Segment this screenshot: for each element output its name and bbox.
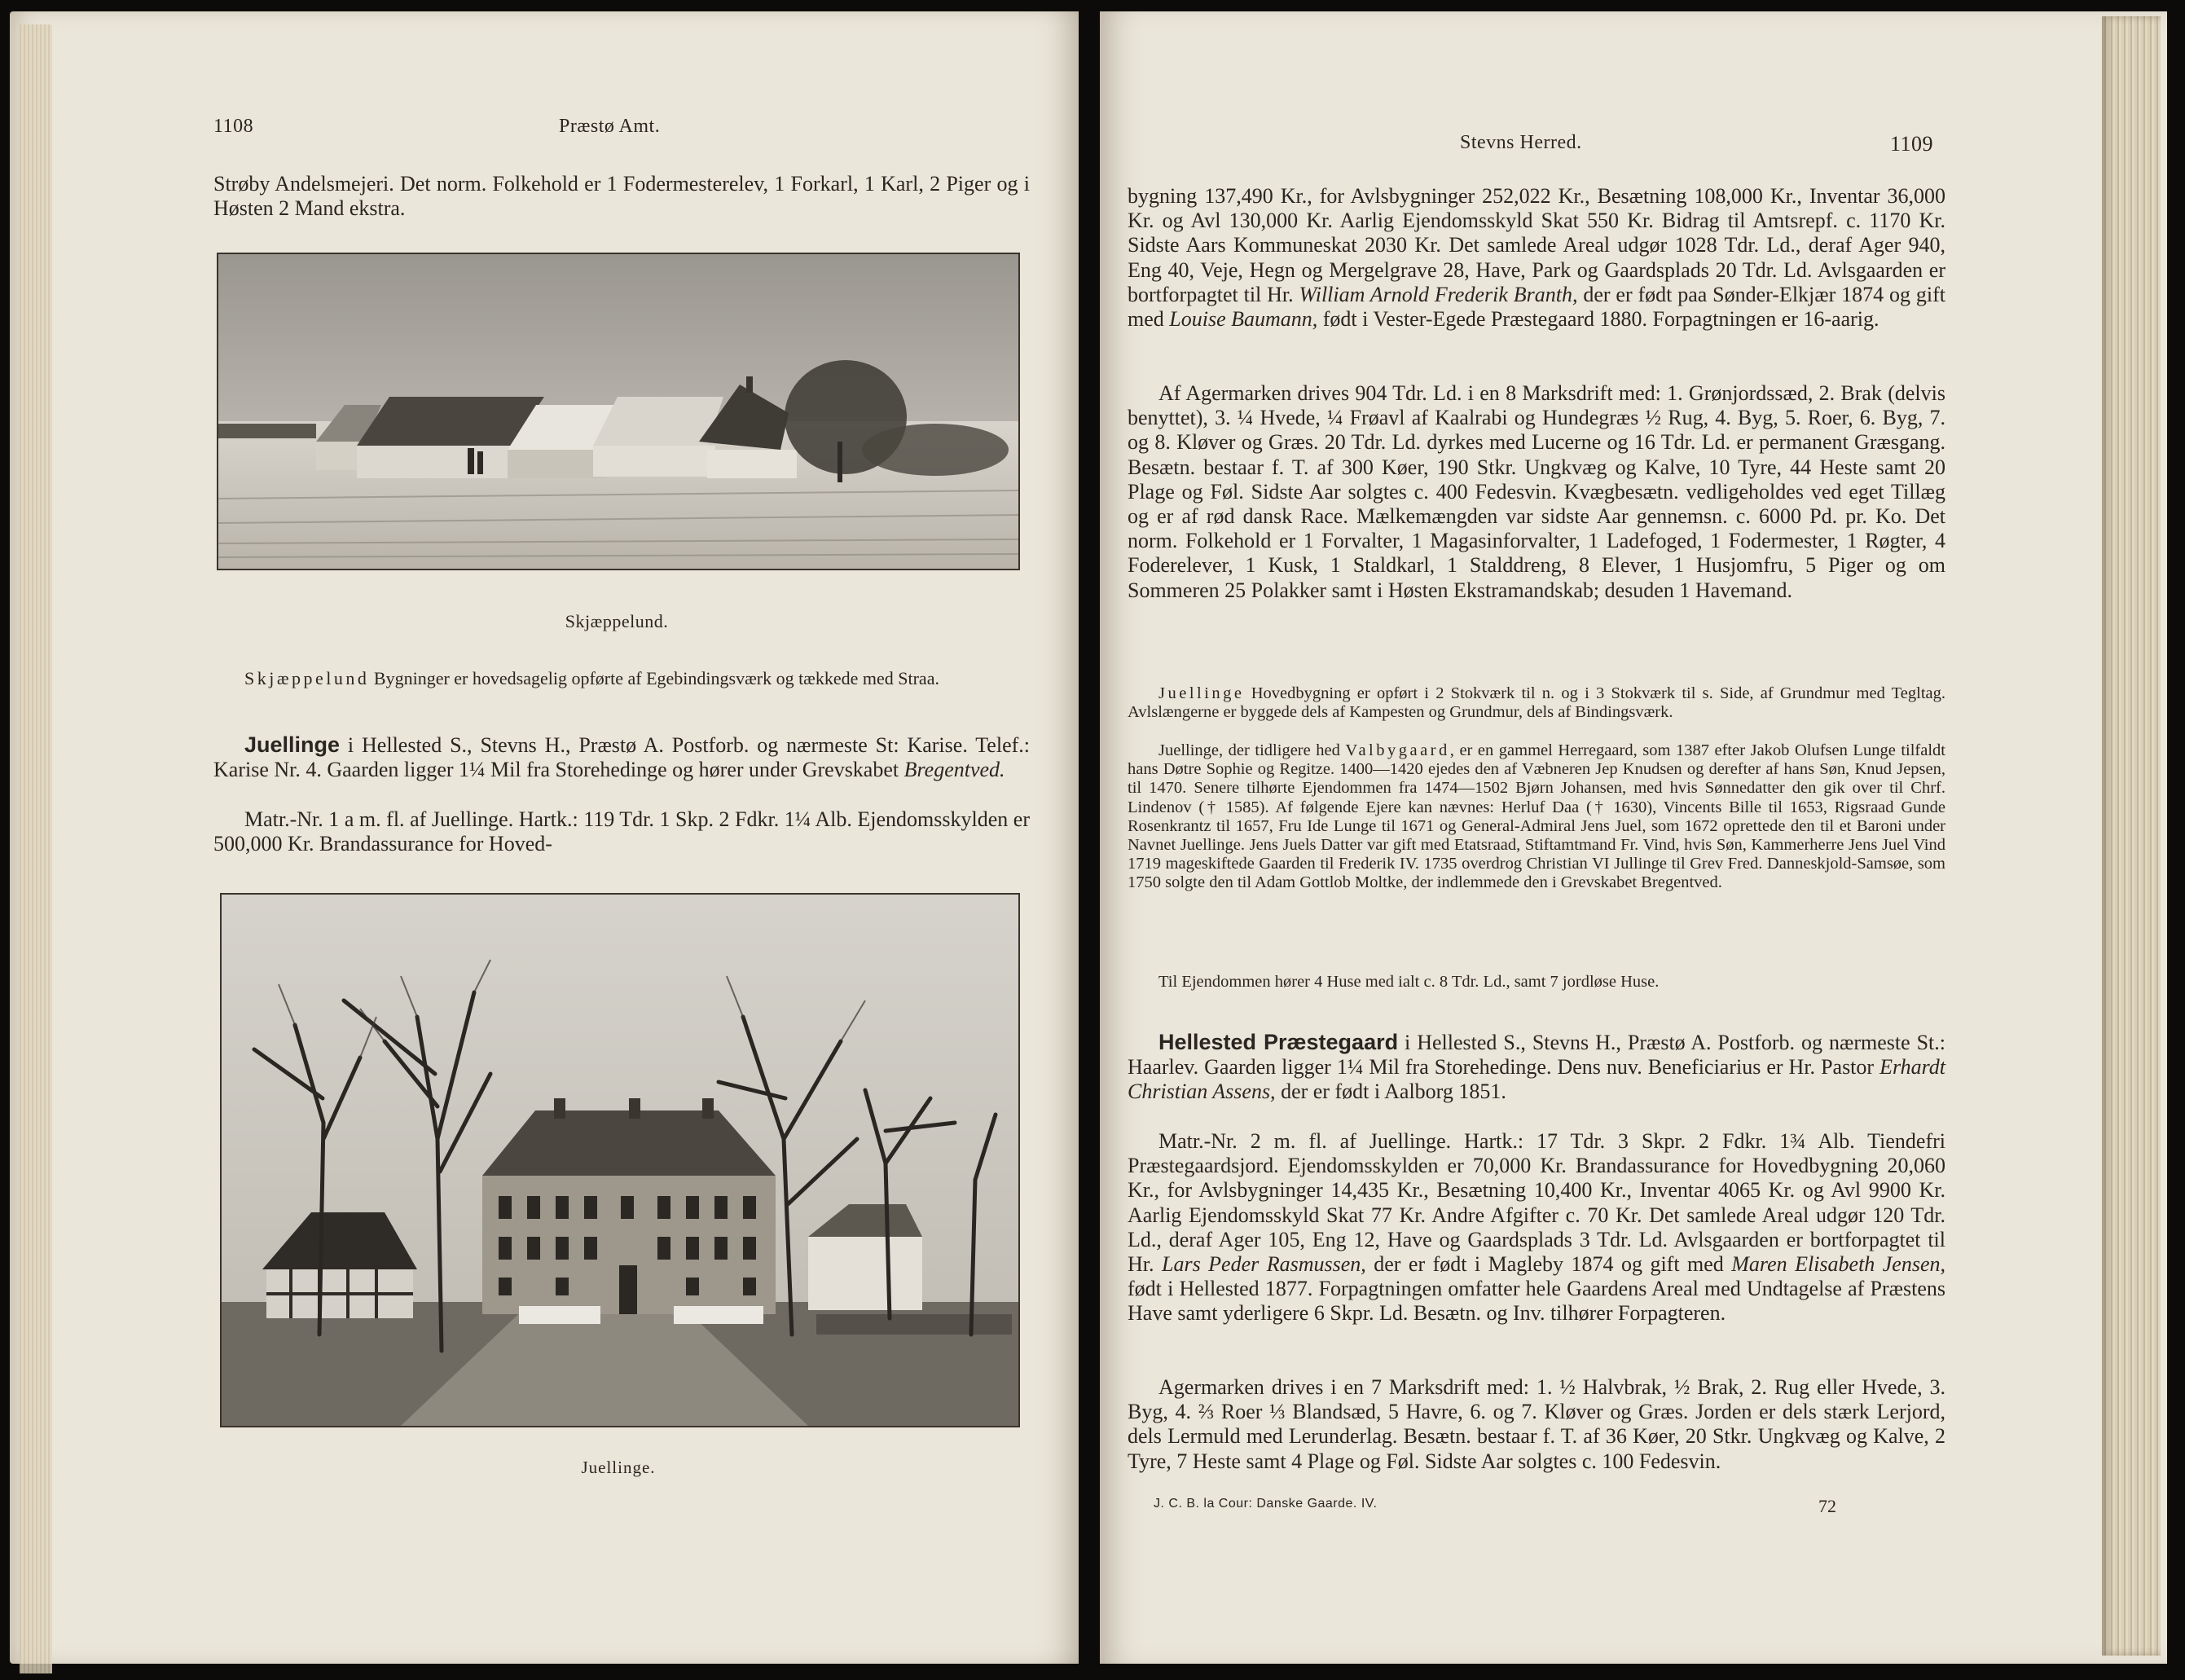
agermarken-paragraph: Af Agermarken drives 904 Tdr. Ld. i en 8 Marksdrift med: 1. Grønjordssæd, 2. Brak (delvis benyttet), 3. ¼ Hvede, ¼ Frøavl af Kaalrabi og Hundegræs ½ Rug, 4. Byg, 5. Roer, 6. Byg, 7. og 8. Kløver og Græs. 20 Tdr. Ld. dyrkes med Lucerne og 16 Tdr. Ld. er permanent Græsgang. Besætn. bestaar f. T. af 300 Køer, 190 Stkr. Ungkvæg og Kalve, 10 Tyre, 44 Heste samt 20 Plage og Føl. Sidste Aar solgtes c. 400 Fedesvin. Kvægbesætn. vedligeholdes ved eget Tillæg og er af rød dansk Race. Mælkemængden var sidste Aar gennemsn. c. 6000 Pd. pr. Ko. Det norm. Folkehold er 1 Forvalter, 1 Magasinforvalter, 1 Ladefoged, 1 Fodermester, 1 Røgter, 4 Foderelever, 1 Kusk, 1 Staldkarl, 1 Stalddreng, 8 Elever, 1 Husjomfru, 5 Piger og om Sommeren 25 Polakker samt i Høsten Ekstramandskab; desuden 1 Havemand. (1128, 381, 1945, 602)
juellinge-continued-paragraph (1128, 184, 1945, 332)
p1-text-a: bygning 137,490 Kr., for Avlsbygninger 252,022 Kr., Besætning 108,000 Kr., Inventar 36,000 Kr. og Avl 130,000 Kr. Aarlig Ejendomsskyld Skat 550 Kr. Bidrag til Amtsrepf. c. 1170 Kr. Sidste Aars Kommuneskat 2030 Kr. Det samlede Areal udgør 1028 Tdr. Ld., deraf Ager 940, Eng 40, Veje, Hegn og Mergelgrave 28, Have, Park og Gaardsplads 20 Tdr. Ld. Avlsgaarden er bortforpagtet til Hr. (1128, 184, 1945, 306)
hellested-pastor: Erhardt Christian Assens, (1128, 1055, 1945, 1104)
left-page-number: 1108 (213, 116, 254, 137)
page-edge-right (2102, 16, 2161, 1656)
small1-name: Juellinge (1158, 684, 1245, 702)
photo2-caption: Juellinge. (581, 1458, 656, 1477)
p1-wife: Louise Baumann, (1169, 307, 1318, 332)
footer-source: J. C. B. la Cour: Danske Gaarde. IV. (1154, 1497, 1378, 1511)
p1-tenant: William Arnold Frederik Branth, (1299, 282, 1578, 306)
hellested-p1-text-b: der er født i Aalborg 1851. (1275, 1080, 1506, 1104)
left-page (10, 11, 1079, 1664)
right-running-head: Stevns Herred. (1460, 132, 1582, 153)
photo1-note (213, 668, 1030, 688)
hellested-wife: Maren Elisabeth Jensen, (1731, 1252, 1946, 1277)
hellested-paragraph-2 (1128, 1129, 1945, 1326)
hellested-p2-text-b: der er født i Magleby 1874 og gift med (1365, 1252, 1732, 1277)
p1-text-c: født i Vester-Egede Præstegaard 1880. Forpagtningen er 16-aarig. (1317, 307, 1879, 332)
photo-juellinge (220, 893, 1020, 1427)
juellinge-paragraph-1 (213, 732, 1030, 782)
hellested-paragraph-3: Agermarken drives i en 7 Marksdrift med: 1. ½ Halvbrak, ½ Brak, 2. Rug eller Hvede, 3. Byg, 4. ⅔ Roer ⅓ Blandsæd, 5 Havre, 6. og 7. Kløver og Græs. Jorden er dels stærk Lerjord, dels Lermuld med Lerunderlag. Besætn. bestaar f. T. af 36 Køer, 20 Stkr. Ungkvæg og Kalve, 2 Tyre, 7 Heste samt 4 Plage og Føl. Sidste Aar solgtes c. 100 Fedesvin. (1128, 1375, 1945, 1473)
hellested-tenant: Lars Peder Rasmussen, (1161, 1252, 1366, 1277)
juellinge-p1-italic: Bregentved. (903, 758, 1005, 782)
manor-house-image (222, 895, 1018, 1426)
small2-text-a: Juellinge, der tidligere hed (1158, 741, 1346, 759)
right-page-number: 1109 (1890, 132, 1934, 156)
hellested-paragraph-1 (1128, 1030, 1945, 1105)
photo1-note-rest: Bygninger er hovedsagelig opførte af Egebindingsværk og tækkede med Straa. (369, 668, 939, 688)
page-edge-left (20, 24, 52, 1673)
juellinge-p1-text: i Hellested S., Stevns H., Præstø A. Postforb. og nærmeste St: Karise. Telef.: Karise Nr. 4. Gaarden ligger 1¼ Mil fra Storehedinge og hører under Grevskabet (213, 733, 1030, 782)
hellested-p2-text-a: Matr.-Nr. 2 m. fl. af Juellinge. Hartk.: 17 Tdr. 3 Skpr. 2 Fdkr. 1¾ Alb. Tiendefri Præstegaardsjord. Ejendomsskylden er 70,000 Kr. Brandassurance for Hovedbygning 20,060 Kr., for Avlsbygninger 14,435 Kr., Besætning 10,400 Kr., Inventar 4065 Kr. og Avl 9900 Kr. Aarlig Ejendomsskyld Skat 77 Kr. Andre Afgifter c. 70 Kr. Det samlede Areal udgør 120 Tdr. Ld., deraf Ager 105, Eng 12, Have og Gaardsplads 3 Tdr. Ld. Avlsgaarden er bortforpagtet til Hr. (1128, 1129, 1945, 1277)
photo1-caption: Skjæppelund. (565, 611, 669, 631)
hellested-name: Hellested Præstegaard (1158, 1030, 1399, 1054)
hellested-p2-text-c: født i Hellested 1877. Forpagtningen omfatter hele Gaardens Areal med Undtagelse af Præstens Have samt yderligere 6 Skpr. Ld. Besætn. og Inv. tilhører Forpagteren. (1128, 1277, 1945, 1326)
small1-rest: Hovedbygning er opført i 2 Stokværk til n. og i 3 Stokværk til s. Side, af Grundmur med Tegltag. Avlslængerne er byggede dels af Kampesten og Grundmur, dels af Bindingsværk. (1128, 684, 1945, 722)
right-page (1100, 11, 2167, 1664)
left-running-head: Præstø Amt. (559, 116, 661, 137)
juellinge-paragraph-2: Matr.-Nr. 1 a m. fl. af Juellinge. Hartk.: 119 Tdr. 1 Skp. 2 Fdkr. 1¼ Alb. Ejendomsskylden er 500,000 Kr. Brandassurance for Hoved- (213, 807, 1030, 856)
photo1-note-name: Skjæppelund (244, 668, 370, 688)
juellinge-name: Juellinge (244, 732, 341, 757)
photo-skjaeppelund (217, 253, 1020, 570)
intro-paragraph: Strøby Andelsmejeri. Det norm. Folkehold er 1 Fodermesterelev, 1 Forkarl, 1 Karl, 2 Piger og i Høsten 2 Mand ekstra. (213, 172, 1030, 221)
footer-signature: 72 (1818, 1496, 1836, 1516)
hellested-p1-text-a: i Hellested S., Stevns H., Præstø A. Postforb. og nærmeste St.: Haarlev. Gaarden ligger 1¼ Mil fra Storehedinge. Dens nuv. Beneficiarius er Hr. Pastor (1128, 1031, 1945, 1080)
small-note-huse: Til Ejendommen hører 4 Huse med ialt c. 8 Tdr. Ld., samt 7 jordløse Huse. (1158, 973, 1660, 991)
small-note-hovedbygning (1128, 684, 1945, 722)
small-note-history (1128, 741, 1945, 893)
small2-text-b: , er en gammel Herregaard, som 1387 efter Jakob Olufsen Lunge tilfaldt hans Døtre Sophie og Regitze. 1400—1420 ejedes den af Væbneren Jep Knudsen og derefter af hans Søn, Knud Jepsen, til 1470. Senere tilhørte Ejendommen fra 1474—1502 Bjørn Johansen, med hvis Sønnedatter den gik over til Chrf. Lindenov († 1585). Af følgende Ejere kan nævnes: Herluf Daa († 1630), Vincents Bille til 1653, Rigsraad Gunde Rosenkrantz til 1657, Fru Ide Lunge til 1671 og General-Admiral Jens Juel, som 1672 oprettede den til et Baroni under Navnet Juellinge. Jens Juels Datter var gift med Etatsraad, Stiftamtmand Fr. Vind, hvis Søn, Kammerherre Jens Juel Vind 1719 mageskiftede Gaarden til Frederik IV. 1735 overdrog Christian VI Jullinge til Grev Fred. Danneskjold-Samsøe, som 1750 solgte den til Adam Gottlob Moltke, der indlemmede den i Grevskabet Bregentved. (1128, 741, 1945, 892)
farm-buildings-image (218, 254, 1018, 569)
p1-text-b: der er født paa Sønder-Elkjær 1874 og gift med (1128, 282, 1945, 332)
small2-old-name: Valbygaard (1345, 741, 1450, 759)
